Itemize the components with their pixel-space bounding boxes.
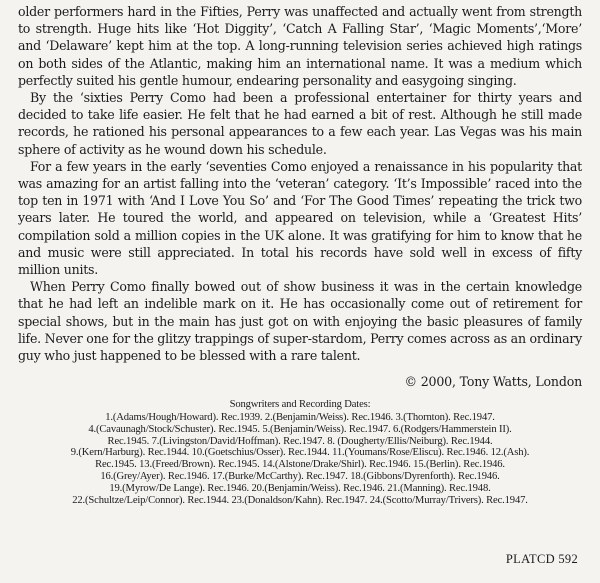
credits-line: 19.(Myrow/De Lange). Rec.1946. 20.(Benjamin/Weiss). Rec.1946. 21.(Manning). Rec.1948. — [109, 482, 491, 494]
copyright-line: © 2000, Tony Watts, London — [404, 374, 582, 390]
biography-text — [18, 3, 582, 364]
paragraph-4: When Perry Como finally bowed out of show business it was in the certain knowledge that he had left an indelible mark on it. He has occasionally come out of retirement for special shows, but in the main has just got on with enjoying the basic pleasures of family life. Never one for the glitzy trappings of super-stardom, Perry comes across as an ordinary guy who just happened to be blessed with a rare talent. — [18, 279, 582, 364]
credits-line: Rec.1945. 7.(Livingston/David/Hoffman). Rec.1947. 8. (Dougherty/Ellis/Neiburg). Rec.1944. — [107, 435, 493, 447]
credits-line: 4.(Cavaunagh/Stock/Schuster). Rec.1945. 5.(Benjamin/Weiss). Rec.1947. 6.(Rodgers/Hammerstein II). — [88, 423, 512, 435]
songwriter-credits — [18, 399, 582, 506]
credits-line: Rec.1945. 13.(Freed/Brown). Rec.1945. 14.(Alstone/Drake/Shirl). Rec.1946. 15.(Berlin). Rec.1946. — [95, 459, 505, 471]
credits-heading: Songwriters and Recording Dates: — [229, 399, 371, 411]
catalog-number: PLATCD 592 — [505, 552, 578, 566]
credits-line: 1.(Adams/Hough/Howard). Rec.1939. 2.(Benjamin/Weiss). Rec.1946. 3.(Thornton). Rec.1947. — [105, 412, 495, 424]
credits-line: 16.(Grey/Ayer). Rec.1946. 17.(Burke/McCarthy). Rec.1947. 18.(Gibbons/Dyrenforth). Rec.1946. — [100, 471, 500, 483]
paragraph-1: older performers hard in the Fifties, Perry was unaffected and actually went from strength to strength. Huge hits like ‘Hot Diggity’, ‘Catch A Falling Star’, ‘Magic Moments’,‘More’ and ‘Delaware’ kept him at the top. A long-running television series achieved high ratings on both sides of the Atlantic, making him an international name. It was a medium which perfectly suited his gentle humour, endearing personality and easygoing singing. — [18, 4, 582, 88]
paragraph-2: By the ‘sixties Perry Como had been a professional entertainer for thirty years and decided to take life easier. He felt that he had earned a bit of rest. Although he still made records, he rationed his personal appearances to a few each year. Las Vegas was his main sphere of activity as he wound down his schedule. — [18, 90, 582, 157]
paragraph-3: For a few years in the early ‘seventies Como enjoyed a renaissance in his popularity that was amazing for an artist falling into the ‘veteran’ category. ‘It’s Impossible’ raced into the top ten in 1971 with ‘And I Love You So’ and ‘For The Good Times’ repeating the trick two years later. He toured the world, and appeared on television, while a ‘Greatest Hits’ compilation sold a million copies in the UK alone. It was gratifying for him to know that he and music were still appreciated. In total his records have sold well in excess of fifty million units. — [18, 158, 582, 278]
credits-line: 22.(Schultze/Leip/Connor). Rec.1944. 23.(Donaldson/Kahn). Rec.1947. 24.(Scotto/Murray/Trivers). Rec.1947. — [72, 494, 528, 506]
credits-line: 9.(Kern/Harburg). Rec.1944. 10.(Goetschius/Osser). Rec.1944. 11.(Youmans/Rose/Eliscu). Rec.1946. 12.(Ash). — [70, 447, 530, 459]
